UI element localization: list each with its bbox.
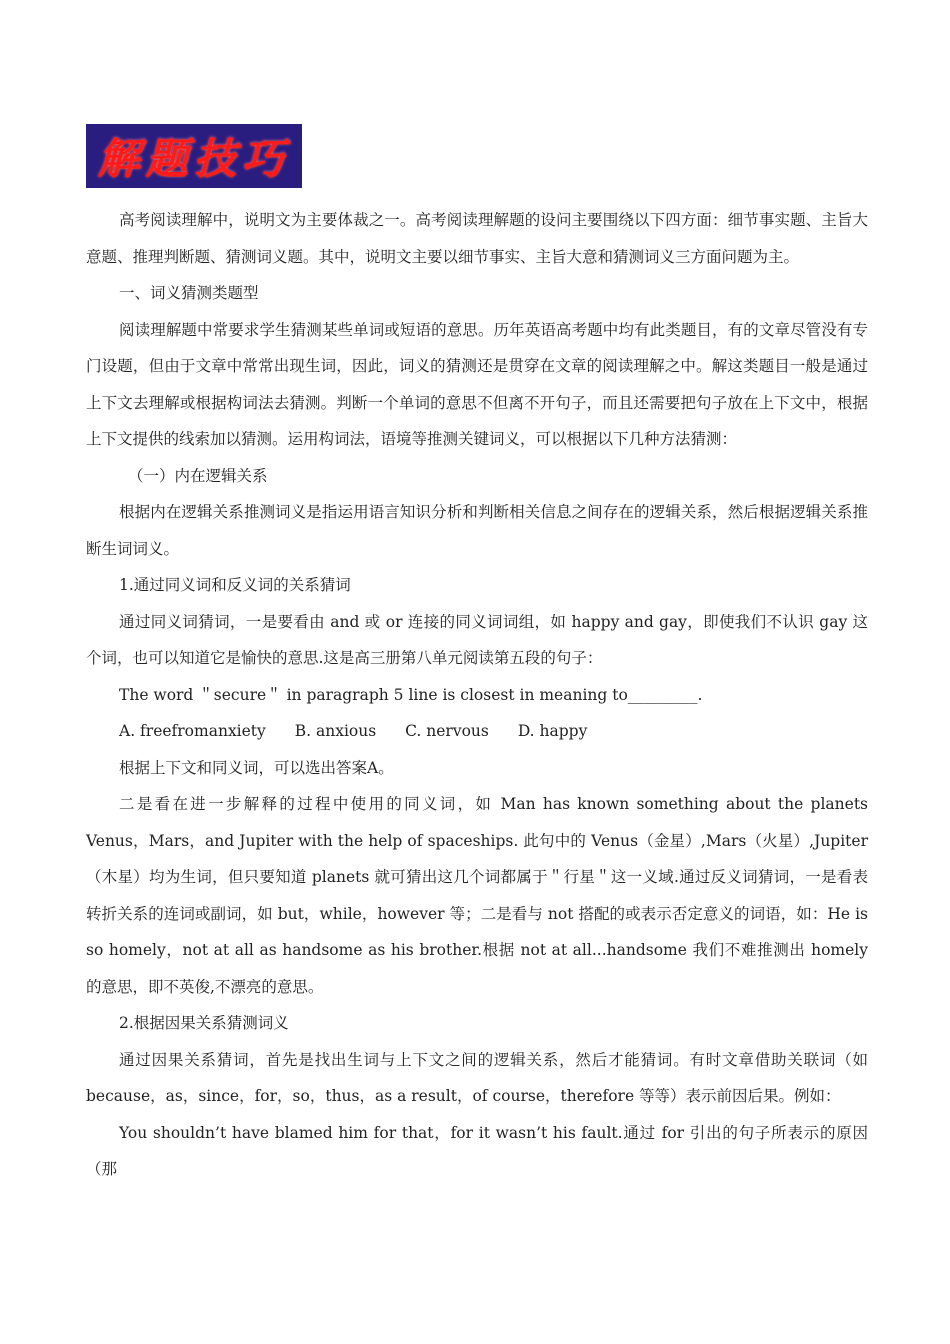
banner-title: 解题技巧 — [97, 134, 290, 183]
option-a: A. freefromanxiety — [119, 722, 266, 740]
document-body — [86, 202, 868, 1188]
paragraph-synonym: 通过同义词猜词，一是要看由 and 或 or 连接的同义词词组，如 happy and gay，即使我们不认识 gay 这个词，也可以知道它是愉快的意思.这是高三册第八单元阅读第五段的句子： — [86, 612, 868, 667]
method-heading-2: 2.根据因果关系猜测词义 — [119, 1014, 289, 1032]
paragraph-planets: 二是看在进一步解释的过程中使用的同义词，如 Man has known something about the planets Venus，Mars，and Jupiter with the help of spaceships. 此句中的 Venus（金星）,Mars（火星）,Jupiter（木星）均为生词，但只要知道 planets 就可猜出这几个词都属于＂行星＂这一义域.通过反义词猜词，一是看表转折关系的连词或副词，如 but，while，however 等；二是看与 not 搭配的或表示否定意义的词语，如：He is so homely，not at all as handsome as his brother.根据 not at all...handsome 我们不难推测出 homely 的意思，即不英俊,不漂亮的意思。 — [86, 795, 868, 996]
paragraph-example: You shouldn’t have blamed him for that，for it wasn’t his fault.通过 for 引出的句子所表示的原因（那 — [86, 1123, 868, 1178]
paragraph-intro: 高考阅读理解中，说明文为主要体裁之一。高考阅读理解题的设问主要围绕以下四方面：细节事实题、主旨大意题、推理判断题、猜测词义题。其中，说明文主要以细节事实、主旨大意和猜测词义三方面问题为主。 — [86, 211, 868, 266]
answer-explanation: 根据上下文和同义词，可以选出答案A。 — [119, 758, 394, 777]
paragraph-cause-effect: 通过因果关系猜词，首先是找出生词与上下文之间的逻辑关系，然后才能猜词。有时文章借助关联词（如 because，as，since，for，so，thus，as a result，of course，therefore 等等）表示前因后果。例如： — [86, 1050, 868, 1105]
option-d: D. happy — [517, 722, 588, 740]
title-banner — [86, 124, 302, 188]
option-b: B. anxious — [294, 722, 377, 740]
example-question: The word ＂secure＂ in paragraph 5 line is closest in meaning to_________. — [119, 685, 703, 704]
paragraph-word-guessing: 阅读理解题中常要求学生猜测某些单词或短语的意思。历年英语高考题中均有此类题目，有的文章尽管没有专门设题，但由于文章中常常出现生词，因此，词义的猜测还是贯穿在文章的阅读理解之中。解这类题目一般是通过上下文去理解或根据构词法去猜测。判断一个单词的意思不但离不开句子，而且还需要把句子放在上下文中，根据上下文提供的线索加以猜测。运用构词法，语境等推测关键词义，可以根据以下几种方法猜测： — [86, 320, 868, 448]
paragraph-logic: 根据内在逻辑关系推测词义是指运用语言知识分析和判断相关信息之间存在的逻辑关系，然后根据逻辑关系推断生词词义。 — [86, 503, 868, 558]
method-heading-1: 1.通过同义词和反义词的关系猜词 — [119, 576, 351, 594]
section-heading-1: 一、词义猜测类题型 — [119, 284, 259, 302]
answer-options — [86, 713, 868, 750]
option-c: C. nervous — [405, 722, 489, 740]
subsection-heading-1: （一）内在逻辑关系 — [128, 466, 268, 485]
